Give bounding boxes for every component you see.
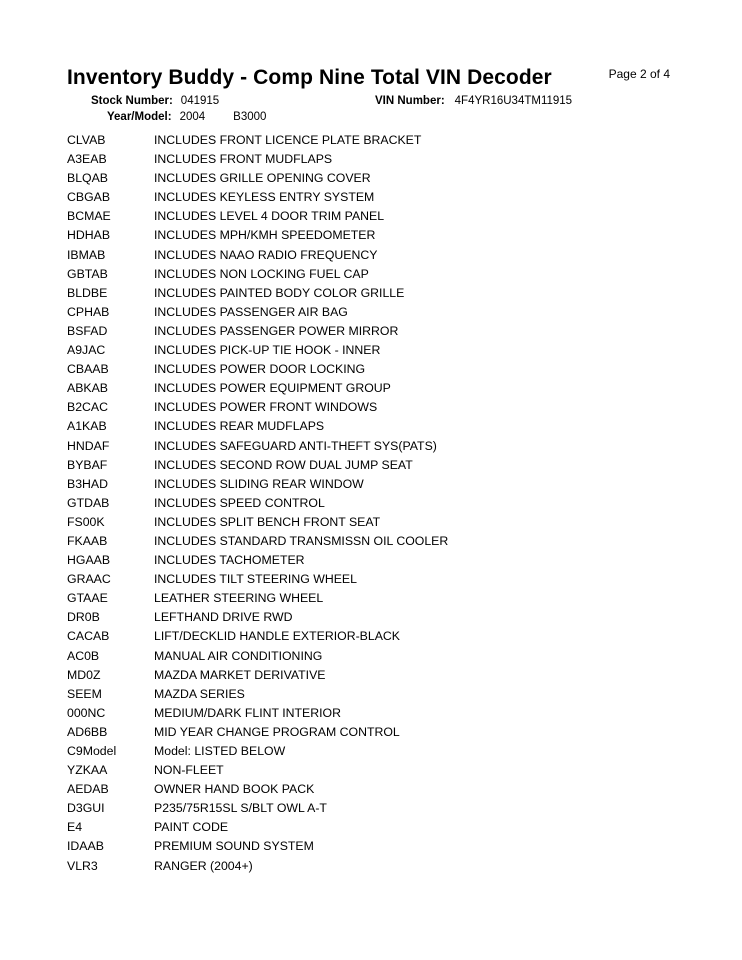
option-description: MEDIUM/DARK FLINT INTERIOR xyxy=(154,705,341,720)
list-item xyxy=(67,379,687,398)
list-item xyxy=(67,246,687,265)
option-code: DR0B xyxy=(67,610,100,625)
option-description: INCLUDES FRONT MUDFLAPS xyxy=(154,152,333,167)
option-code: MD0Z xyxy=(67,667,101,682)
option-description: INCLUDES SAFEGUARD ANTI-THEFT SYS(PATS) xyxy=(154,438,437,453)
list-item xyxy=(67,226,687,245)
stock-number-value: 041915 xyxy=(180,95,220,107)
list-item xyxy=(67,837,687,856)
list-item xyxy=(67,513,687,532)
list-item xyxy=(67,169,687,188)
list-item xyxy=(67,551,687,570)
option-description: INCLUDES MPH/KMH SPEEDOMETER xyxy=(154,228,376,243)
option-code: GTAAE xyxy=(67,591,108,606)
option-code: GTDAB xyxy=(67,495,110,510)
option-code: HDHAB xyxy=(67,228,111,243)
year-value: 2004 xyxy=(179,111,206,123)
list-item xyxy=(67,532,687,551)
option-description: PAINT CODE xyxy=(154,820,229,835)
option-code: CPHAB xyxy=(67,304,110,319)
year-model-label: Year/Model: xyxy=(107,111,172,123)
option-description: INCLUDES REAR MUDFLAPS xyxy=(154,419,325,434)
option-description: INCLUDES SLIDING REAR WINDOW xyxy=(154,476,364,491)
year-model-field xyxy=(107,111,266,123)
option-description: INCLUDES KEYLESS ENTRY SYSTEM xyxy=(154,190,375,205)
list-item xyxy=(67,150,687,169)
option-code: BYBAF xyxy=(67,457,108,472)
option-description: INCLUDES LEVEL 4 DOOR TRIM PANEL xyxy=(154,209,385,224)
option-code: E4 xyxy=(67,820,83,835)
option-code: YZKAA xyxy=(67,763,108,778)
option-description: INCLUDES PICK-UP TIE HOOK - INNER xyxy=(154,343,381,358)
list-item xyxy=(67,417,687,436)
option-description: INCLUDES SECOND ROW DUAL JUMP SEAT xyxy=(154,457,413,472)
option-code: GBTAB xyxy=(67,266,108,281)
list-item xyxy=(67,608,687,627)
option-description: INCLUDES GRILLE OPENING COVER xyxy=(154,171,371,186)
option-description: RANGER (2004+) xyxy=(154,858,253,873)
option-code: VLR3 xyxy=(67,858,98,873)
option-description: OWNER HAND BOOK PACK xyxy=(154,782,315,797)
option-description: INCLUDES FRONT LICENCE PLATE BRACKET xyxy=(154,133,422,147)
option-description: PREMIUM SOUND SYSTEM xyxy=(154,839,314,854)
list-item xyxy=(67,207,687,226)
option-code: FKAAB xyxy=(67,533,108,548)
list-item xyxy=(67,799,687,818)
option-description: INCLUDES POWER DOOR LOCKING xyxy=(154,362,366,377)
option-code: A3EAB xyxy=(67,152,107,167)
option-code: GRAAC xyxy=(67,572,111,587)
option-description: NON-FLEET xyxy=(154,763,224,778)
list-item xyxy=(67,456,687,475)
option-code: AD6BB xyxy=(67,724,108,739)
list-item xyxy=(67,570,687,589)
option-code: AC0B xyxy=(67,648,100,663)
option-description: INCLUDES SPEED CONTROL xyxy=(154,495,325,510)
option-code: CLVAB xyxy=(67,133,106,147)
list-item xyxy=(67,647,687,666)
option-description: MANUAL AIR CONDITIONING xyxy=(154,648,323,663)
model-value: B3000 xyxy=(233,111,267,123)
list-item xyxy=(67,341,687,360)
vin-number-label: VIN Number: xyxy=(375,95,445,107)
option-code: IBMAB xyxy=(67,247,106,262)
list-item xyxy=(67,704,687,723)
option-code: A9JAC xyxy=(67,343,106,358)
option-code: IDAAB xyxy=(67,839,104,854)
list-item xyxy=(67,398,687,417)
stock-number-field xyxy=(91,95,219,107)
option-code: A1KAB xyxy=(67,419,107,434)
option-description: Model: LISTED BELOW xyxy=(154,744,286,758)
list-item xyxy=(67,780,687,799)
option-code: FS00K xyxy=(67,514,105,529)
option-description: INCLUDES NAAO RADIO FREQUENCY xyxy=(154,247,378,262)
vin-number-field xyxy=(375,95,572,107)
option-description: LEFTHAND DRIVE RWD xyxy=(154,610,293,625)
option-code: C9Model xyxy=(67,744,117,758)
option-description: INCLUDES TACHOMETER xyxy=(154,553,305,568)
list-item xyxy=(67,322,687,341)
option-description: INCLUDES POWER FRONT WINDOWS xyxy=(154,400,378,415)
option-code: AEDAB xyxy=(67,782,109,797)
option-description: INCLUDES TILT STEERING WHEEL xyxy=(154,572,357,587)
list-item xyxy=(67,265,687,284)
option-description: INCLUDES PAINTED BODY COLOR GRILLE xyxy=(154,285,405,300)
stock-number-label: Stock Number: xyxy=(91,95,173,107)
option-description: MID YEAR CHANGE PROGRAM CONTROL xyxy=(154,724,400,739)
list-item xyxy=(67,723,687,742)
list-item xyxy=(67,303,687,322)
option-code: HGAAB xyxy=(67,553,111,568)
list-item xyxy=(67,627,687,646)
option-description: INCLUDES POWER EQUIPMENT GROUP xyxy=(154,381,391,396)
option-code: D3GUI xyxy=(67,801,105,816)
option-code-list xyxy=(67,131,687,876)
option-code: CBGAB xyxy=(67,190,111,205)
option-code: 000NC xyxy=(67,705,106,720)
list-item xyxy=(67,360,687,379)
list-item xyxy=(67,131,687,150)
list-item xyxy=(67,761,687,780)
option-description: INCLUDES SPLIT BENCH FRONT SEAT xyxy=(154,514,381,529)
document-title: Inventory Buddy - Comp Nine Total VIN Decoder xyxy=(67,66,552,89)
list-item xyxy=(67,742,687,761)
list-item xyxy=(67,284,687,303)
list-item xyxy=(67,685,687,704)
option-code: ABKAB xyxy=(67,381,109,396)
option-description: MAZDA SERIES xyxy=(154,686,245,701)
option-code: SEEM xyxy=(67,686,102,701)
option-code: CACAB xyxy=(67,629,110,644)
list-item xyxy=(67,437,687,456)
option-code: HNDAF xyxy=(67,438,110,453)
option-code: BCMAE xyxy=(67,209,111,224)
list-item xyxy=(67,818,687,837)
list-item xyxy=(67,494,687,513)
option-code: BLDBE xyxy=(67,285,108,300)
list-item xyxy=(67,589,687,608)
option-code: BLQAB xyxy=(67,171,109,186)
option-description: MAZDA MARKET DERIVATIVE xyxy=(154,667,326,682)
option-description: INCLUDES STANDARD TRANSMISSN OIL COOLER xyxy=(154,533,449,548)
option-code: B3HAD xyxy=(67,476,109,491)
list-item xyxy=(67,475,687,494)
page-indicator: Page 2 of 4 xyxy=(608,67,670,81)
option-code: CBAAB xyxy=(67,362,109,377)
option-code: B2CAC xyxy=(67,400,109,415)
vin-number-value: 4F4YR16U34TM11915 xyxy=(454,95,573,107)
option-description: INCLUDES NON LOCKING FUEL CAP xyxy=(154,266,369,281)
option-description: LIFT/DECKLID HANDLE EXTERIOR-BLACK xyxy=(154,629,400,644)
option-description: LEATHER STEERING WHEEL xyxy=(154,591,324,606)
list-item xyxy=(67,666,687,685)
option-description: P235/75R15SL S/BLT OWL A-T xyxy=(154,801,327,816)
list-item xyxy=(67,188,687,207)
option-description: INCLUDES PASSENGER AIR BAG xyxy=(154,304,348,319)
option-code: BSFAD xyxy=(67,323,108,338)
list-item xyxy=(67,857,687,876)
option-description: INCLUDES PASSENGER POWER MIRROR xyxy=(154,323,399,338)
